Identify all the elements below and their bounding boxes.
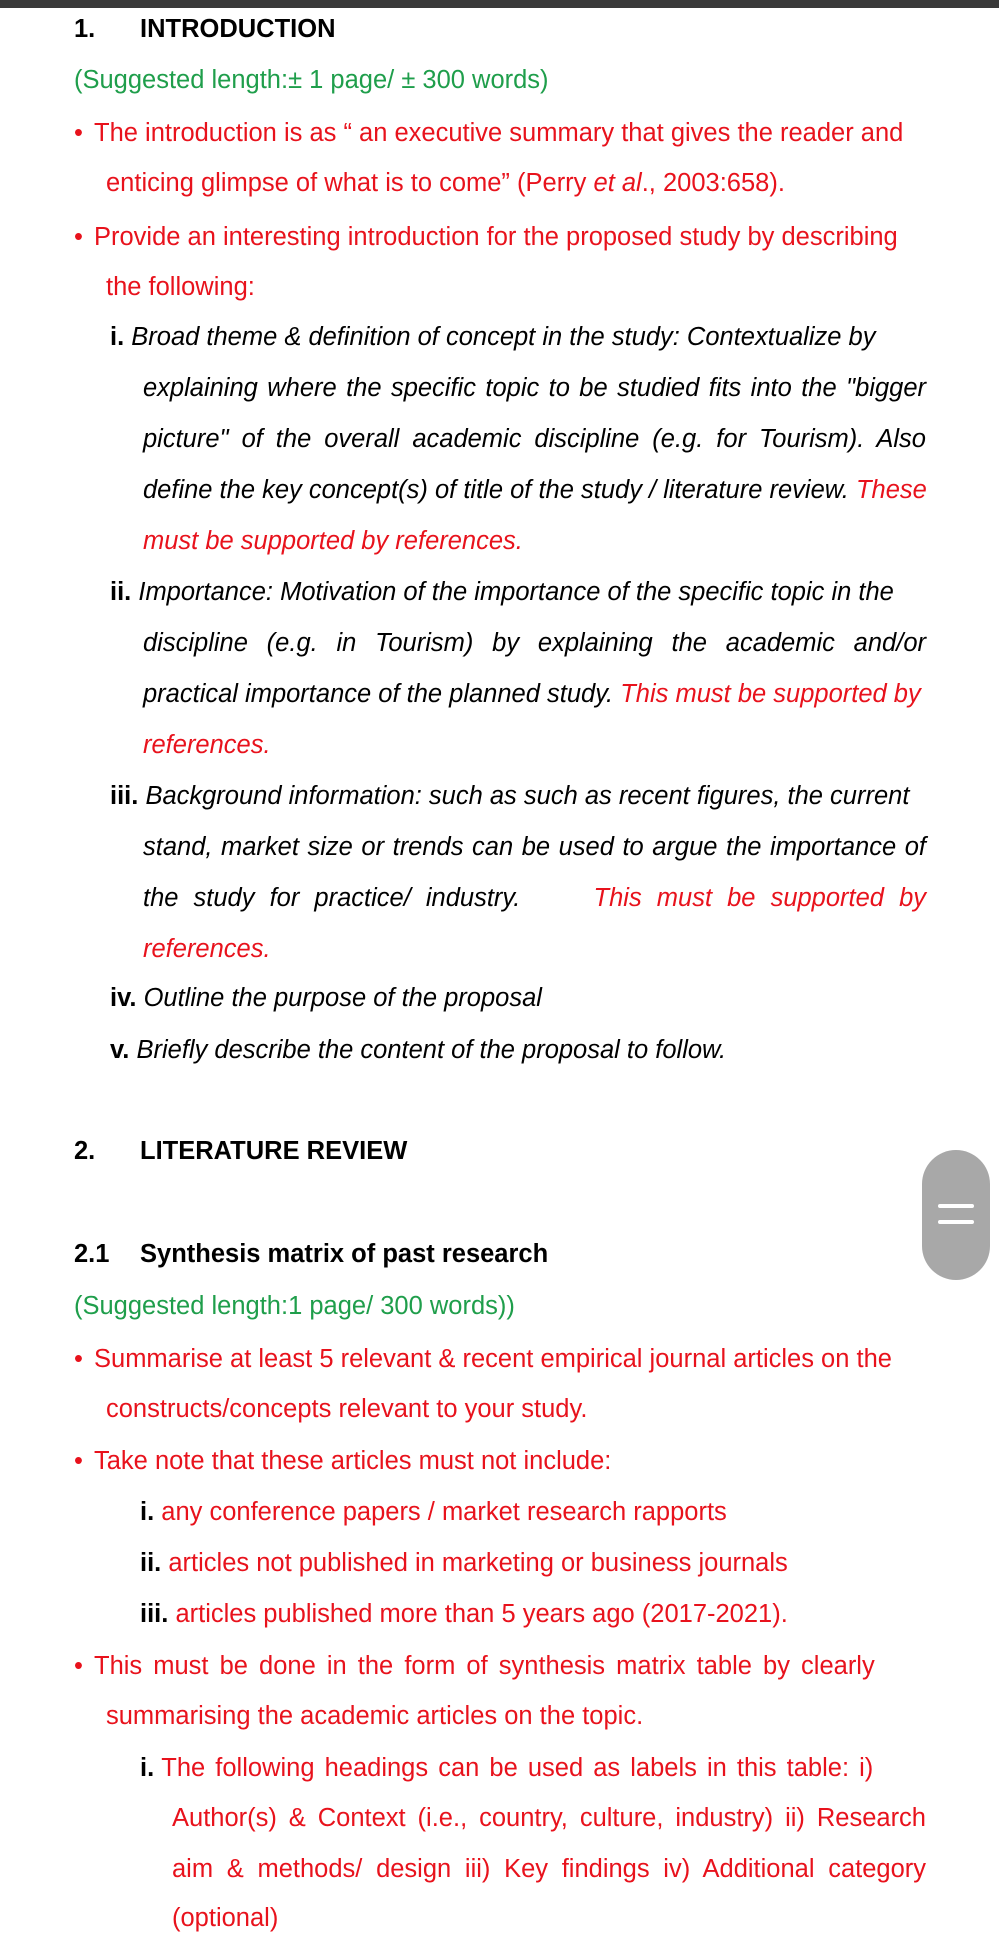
bullet-icon: • [74,1447,83,1475]
item-marker: i. [140,1754,155,1782]
item-marker: ii. [140,1549,162,1577]
item-v [110,1035,726,1065]
bullet-icon: • [74,1345,83,1373]
item-i-line-1 [110,322,875,352]
bullet-icon: • [74,119,83,147]
bullet-text: enticing glimpse of what is to come” (Perry [106,169,594,197]
item-marker: iii. [110,782,139,810]
section-2-bullet-2 [74,1446,611,1476]
item-text: the study for practice/ industry. [143,884,521,912]
headings-item-line-1 [140,1753,873,1783]
item-ii-line-1 [110,577,894,607]
item-text-red: This must be supported by [593,884,926,912]
item-text: Background information: such as such as recent figures, the current [145,782,910,810]
section-1-bullet-1-cont [106,168,785,198]
item-text: Briefly describe the content of the proposal to follow. [136,1036,727,1064]
item-marker: i. [110,323,125,351]
item-text-red: These [855,476,927,504]
exclusion-item [140,1548,788,1578]
item-marker: v. [110,1036,130,1064]
item-iii-line-1 [110,781,909,811]
bullet-icon: • [74,223,83,251]
item-ii-line-2: discipline (e.g. in Tourism) by explaining the academic and/or [143,629,926,657]
section-2-bullet-1-cont: constructs/concepts relevant to your study. [106,1395,588,1423]
grip-line-icon [938,1220,974,1224]
grip-line-icon [938,1204,974,1208]
item-marker: iv. [110,984,137,1012]
headings-item-line-4: (optional) [172,1904,279,1932]
item-text: any conference papers / market research rapports [161,1498,727,1526]
section-2-bullet-3 [74,1651,926,1681]
section-2-number: 2. [74,1137,96,1165]
item-text: define the key concept(s) of title of the study / literature review. [143,476,856,504]
exclusion-item [140,1497,727,1527]
bullet-text: This must be done in the form of synthesis matrix table by clearly [94,1652,875,1680]
item-marker: iii. [140,1600,169,1628]
item-text: Importance: Motivation of the importance of the specific topic in the [138,578,894,606]
item-ii-line-3 [143,679,921,709]
item-i-line-2: explaining where the specific topic to be studied fits into the "bigger [143,374,926,402]
item-iii-line-4: references. [143,935,271,963]
bullet-icon: • [74,1652,83,1680]
item-text: The following headings can be used as labels in this table: i) [161,1754,874,1782]
item-marker: i. [140,1498,155,1526]
section-1-number: 1. [74,15,96,43]
bullet-text: The introduction is as “ an executive summary that gives the reader and [94,119,904,147]
item-iv [110,983,542,1013]
item-iii-line-3 [143,883,926,913]
section-2-suggested-length: (Suggested length:1 page/ 300 words)) [74,1292,515,1320]
item-i-line-4 [143,475,927,505]
section-1-bullet-1 [74,118,903,148]
section-2-title: LITERATURE REVIEW [140,1137,408,1165]
headings-item-line-2: Author(s) & Context (i.e., country, culture, industry) ii) Research [172,1804,926,1832]
section-2-bullet-3-cont: summarising the academic articles on the topic. [106,1702,644,1730]
item-i-line-3: picture" of the overall academic discipline (e.g. for Tourism). Also [143,425,926,453]
item-text: articles not published in marketing or business journals [168,1549,788,1577]
item-i-line-5: must be supported by references. [143,527,523,555]
item-text: articles published more than 5 years ago (2017-2021). [175,1600,788,1628]
section-1-bullet-2-cont: the following: [106,273,255,301]
item-text: practical importance of the planned study. [143,680,621,708]
item-text-red: This must be supported by [620,680,921,708]
headings-item-line-3: aim & methods/ design iii) Key findings iv) Additional category [172,1855,926,1883]
item-text: Outline the purpose of the proposal [143,984,542,1012]
section-1-title: INTRODUCTION [140,15,336,43]
item-text: Broad theme & definition of concept in the study: Contextualize by [131,323,876,351]
bullet-text: Take note that these articles must not include: [94,1447,612,1475]
top-status-bar [0,0,999,8]
citation-text: ., 2003:658). [641,169,785,197]
section-1-suggested-length: (Suggested length:± 1 page/ ± 300 words) [74,66,549,94]
item-iii-line-2: stand, market size or trends can be used to argue the importance of [143,833,926,861]
et-al-text: et al [593,169,642,197]
bullet-text: Provide an interesting introduction for the proposed study by describing [94,223,898,251]
item-ii-line-4: references. [143,731,271,759]
scroll-handle[interactable] [922,1150,990,1280]
item-marker: ii. [110,578,132,606]
bullet-text: Summarise at least 5 relevant & recent empirical journal articles on the [94,1345,892,1373]
section-2-bullet-1 [74,1344,892,1374]
subsection-2-1-title: Synthesis matrix of past research [140,1240,549,1268]
subsection-2-1-number: 2.1 [74,1240,110,1268]
exclusion-item [140,1599,788,1629]
section-1-bullet-2 [74,222,898,252]
